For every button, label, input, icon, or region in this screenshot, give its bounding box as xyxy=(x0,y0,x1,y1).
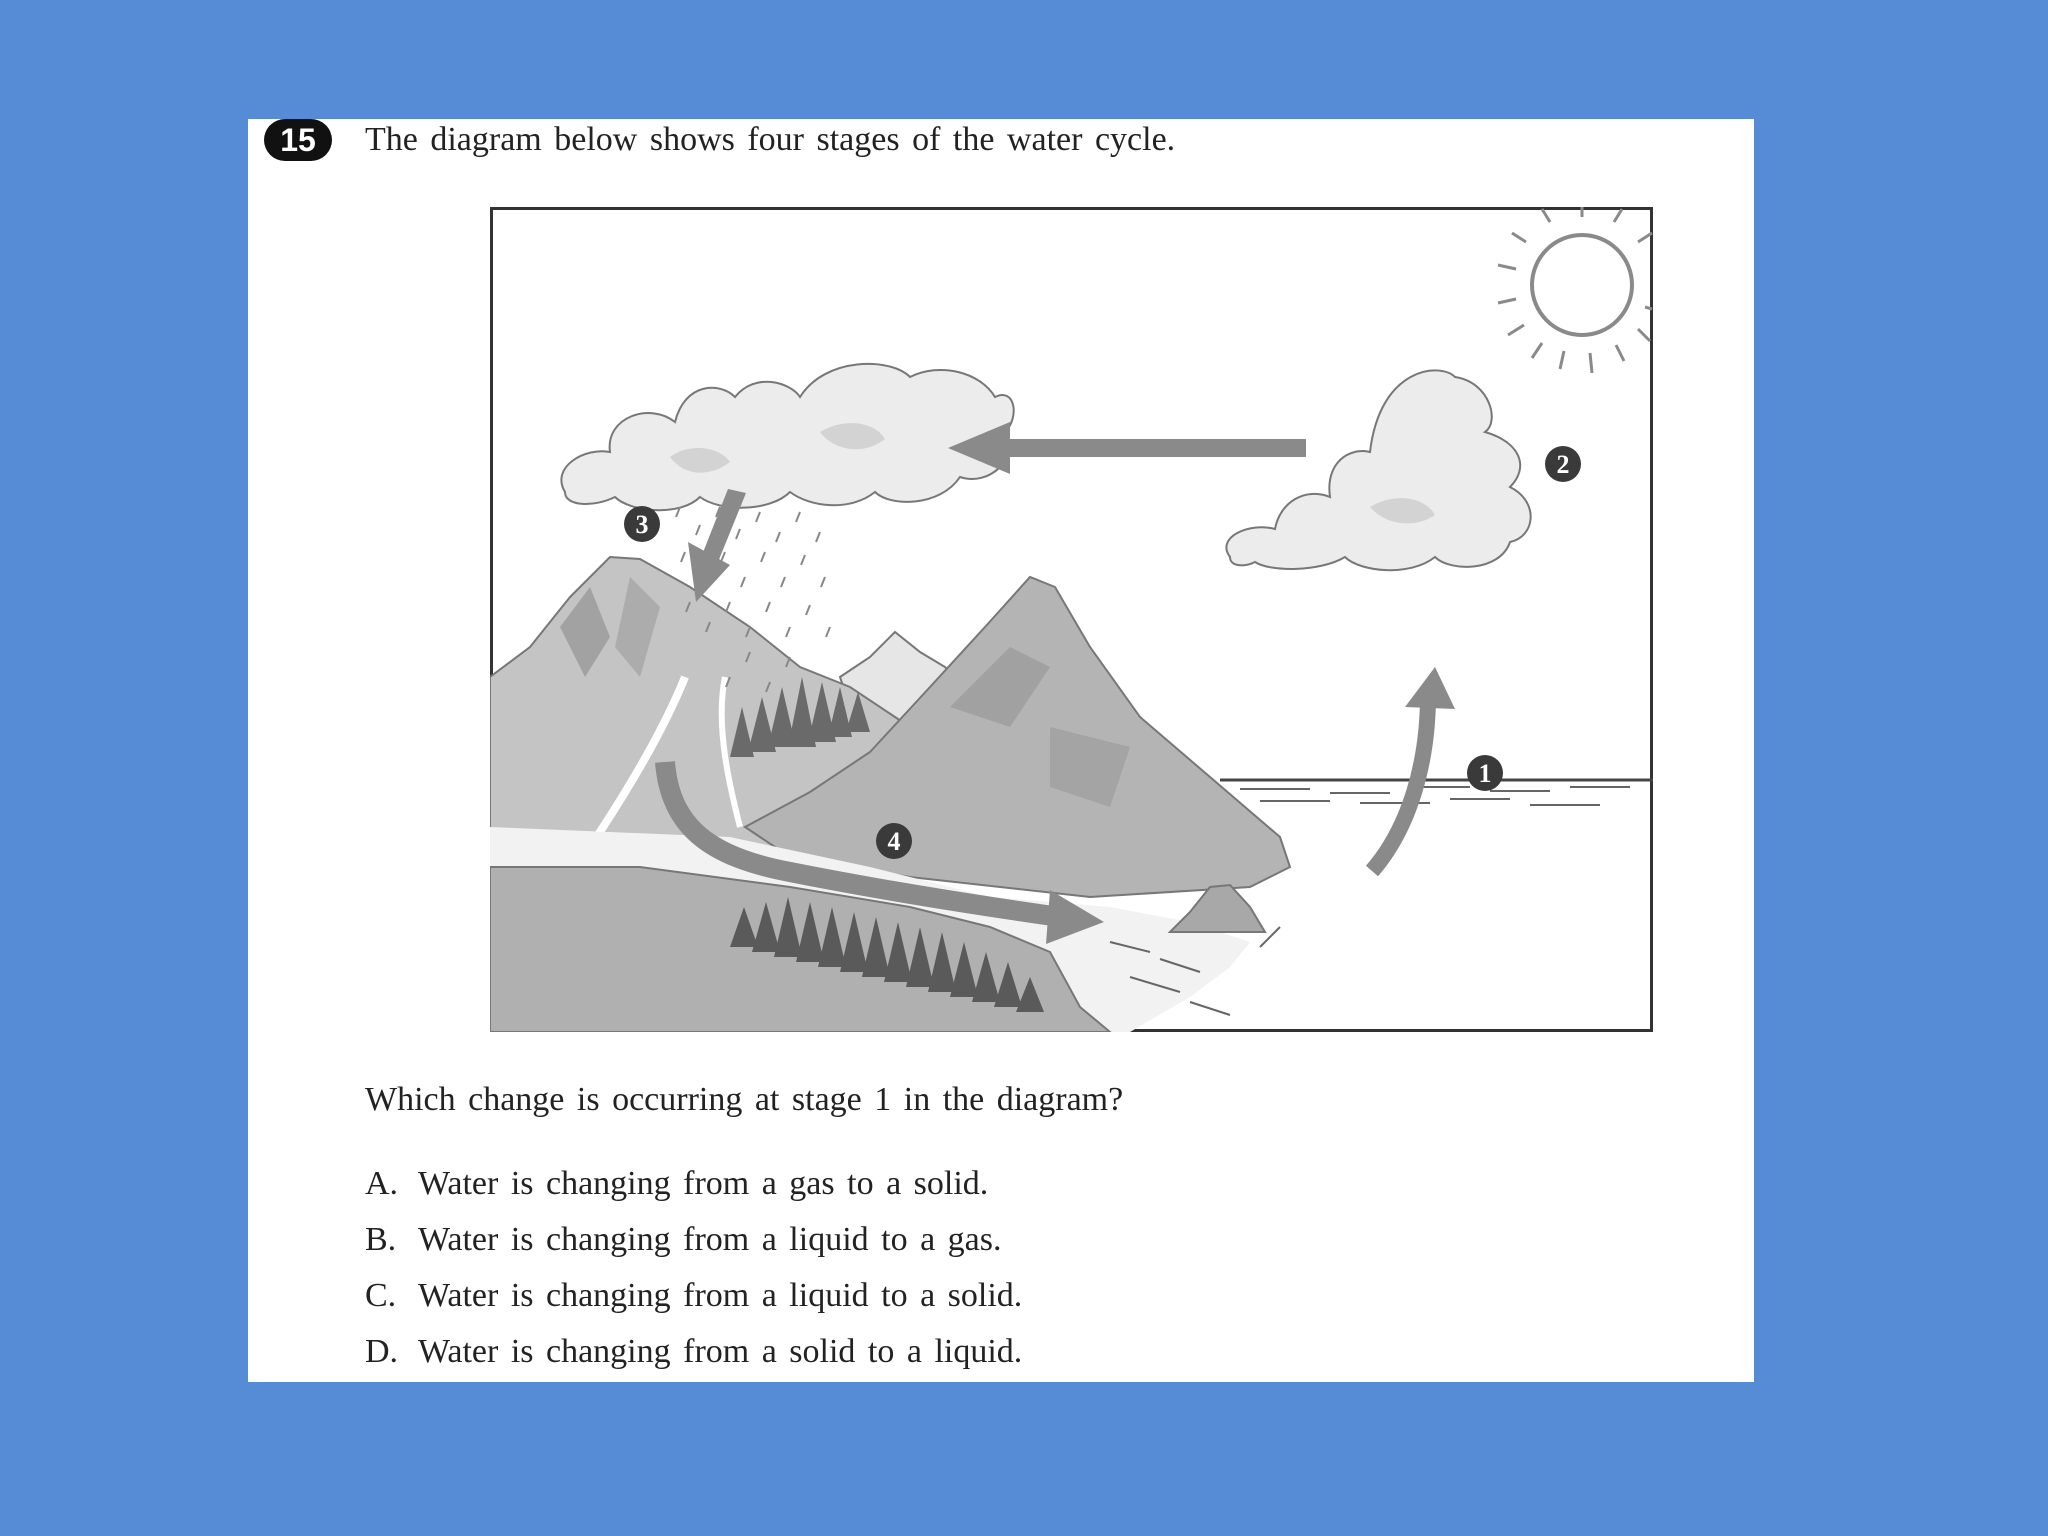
stage-label-4 xyxy=(876,823,912,859)
option-letter: C. xyxy=(365,1277,397,1314)
answer-options xyxy=(365,1156,1022,1380)
question-stem: The diagram below shows four stages of the water cycle. xyxy=(365,121,1176,158)
option-text: Water is changing from a liquid to a gas. xyxy=(418,1221,1002,1258)
svg-text:4: 4 xyxy=(887,827,901,856)
option-letter: B. xyxy=(365,1221,397,1258)
option-letter: D. xyxy=(365,1333,399,1370)
question-prompt: Which change is occurring at stage 1 in the diagram? xyxy=(365,1081,1124,1118)
stage-label-3 xyxy=(624,506,660,542)
option-text: Water is changing from a gas to a solid. xyxy=(418,1165,989,1202)
svg-text:3: 3 xyxy=(635,510,649,539)
svg-text:2: 2 xyxy=(1556,450,1570,479)
answer-option-c[interactable] xyxy=(365,1268,1022,1324)
svg-text:1: 1 xyxy=(1478,759,1492,788)
water-cycle-diagram xyxy=(490,207,1653,1032)
question-number-badge: 15 xyxy=(264,119,332,161)
answer-option-b[interactable] xyxy=(365,1212,1022,1268)
option-text: Water is changing from a solid to a liquid. xyxy=(418,1333,1023,1370)
stage-label-2 xyxy=(1545,446,1581,482)
question-page xyxy=(248,119,1754,1382)
option-letter: A. xyxy=(365,1165,399,1202)
answer-option-d[interactable] xyxy=(365,1324,1022,1380)
answer-option-a[interactable] xyxy=(365,1156,1022,1212)
stage-label-1 xyxy=(1467,755,1503,791)
option-text: Water is changing from a liquid to a solid. xyxy=(418,1277,1023,1314)
